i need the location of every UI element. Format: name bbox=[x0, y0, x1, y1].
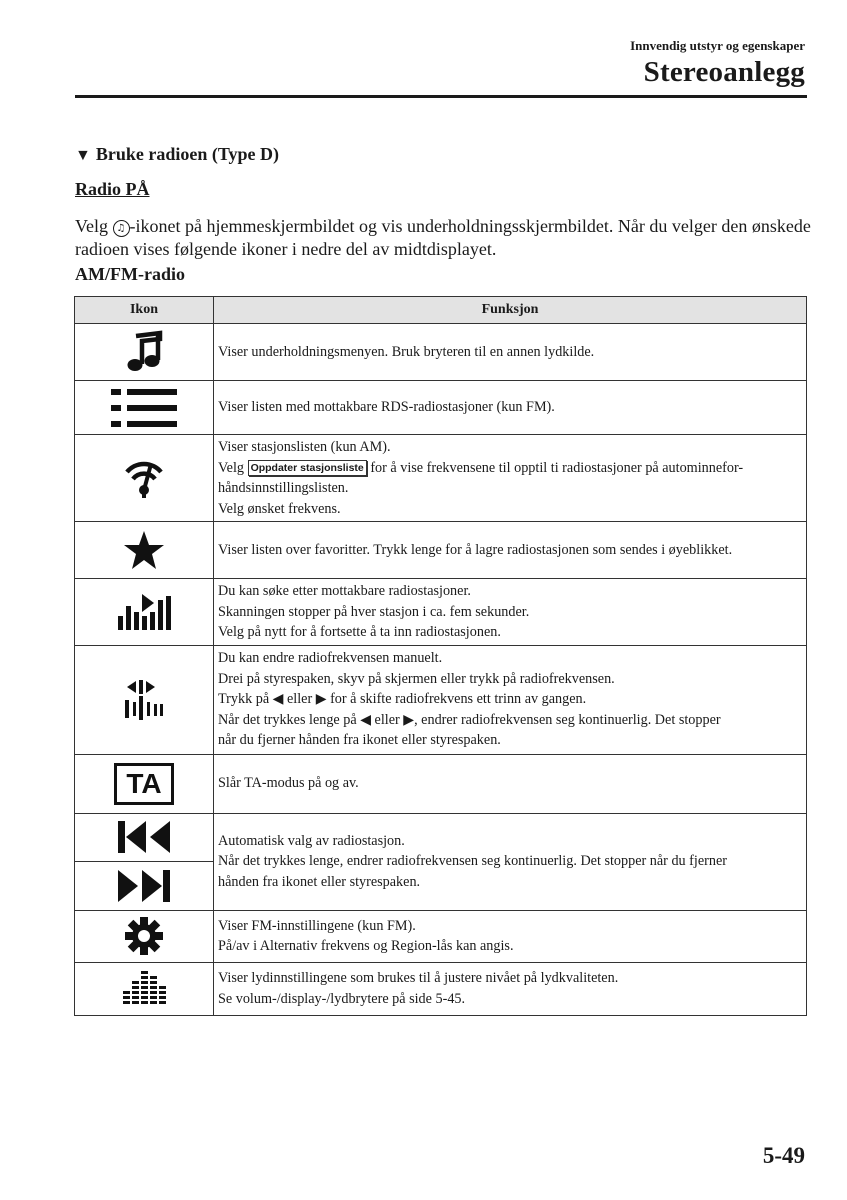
row-text: Viser lydinnstillingene som brukes til å justere nivået på lydkvaliteten. bbox=[218, 970, 619, 986]
page-title: Stereoanlegg bbox=[643, 56, 805, 88]
chapter-title: Innvendig utstyr og egenskaper bbox=[630, 38, 805, 53]
intro-text-b: -ikonet på hjemmeskjermbildet og vis underholdningsskjermbildet. Når du velger den ønskede radioen vises følgende ikoner i nedre del av midtdisplayet. bbox=[75, 216, 811, 259]
row-text: Viser FM-innstillingene (kun FM). bbox=[218, 917, 416, 934]
row-text: Du kan søke etter mottakbare radiostasjoner. bbox=[218, 583, 471, 599]
row-text: Se volum-/display-/lydbrytere på side 5-45. bbox=[218, 990, 466, 1007]
row-text: Skanningen stopper på hver stasjon i ca. fem sekunder. bbox=[218, 603, 530, 620]
table-row bbox=[75, 754, 807, 813]
row-text-part: for å vise frekvensene til opptil ti radiostasjoner på autominnefor- bbox=[366, 459, 744, 476]
right-arrow-icon: ▶ bbox=[315, 691, 327, 708]
table-row bbox=[75, 381, 807, 435]
row-text: hånden fra ikonet eller styrespaken. bbox=[218, 873, 421, 890]
gear-icon bbox=[75, 910, 214, 962]
row-text: Slår TA-modus på og av. bbox=[218, 775, 359, 792]
function-table bbox=[74, 296, 807, 1016]
header-rule bbox=[75, 95, 807, 98]
table-row bbox=[75, 962, 807, 1015]
subheading-am-fm: AM/FM-radio bbox=[75, 264, 185, 284]
row-text: når du fjerner hånden fra ikonet eller styrespaken. bbox=[218, 732, 501, 749]
table-row bbox=[75, 435, 807, 522]
star-icon bbox=[75, 522, 214, 579]
left-arrow-icon: ◀ bbox=[360, 711, 371, 728]
triangle-marker-icon: ▼ bbox=[75, 147, 91, 164]
station-list-icon bbox=[75, 435, 214, 522]
table-row bbox=[75, 910, 807, 962]
row-text: Drei på styrespaken, skyv på skjermen eller trykk på radiofrekvensen. bbox=[218, 670, 615, 687]
row-text-part: Når det trykkes lenge på bbox=[218, 711, 361, 728]
row-text: Viser stasjonslisten (kun AM). bbox=[218, 439, 391, 455]
table-row bbox=[75, 522, 807, 579]
column-header-icon: Ikon bbox=[75, 297, 214, 324]
table-row bbox=[75, 645, 807, 754]
seek-forward-icon bbox=[75, 861, 214, 910]
section-title-text: Bruke radioen (Type D) bbox=[95, 144, 280, 164]
left-arrow-icon: ◀ bbox=[272, 691, 284, 708]
row-text: Når det trykkes lenge, endrer radiofrekvensen seg kontinuerlig. Det stopper når du fjerner bbox=[218, 853, 727, 870]
intro-text-a: Velg bbox=[75, 216, 113, 236]
page-number: 5-49 bbox=[762, 1143, 805, 1168]
row-text-part: eller bbox=[371, 711, 404, 728]
row-text-part: Trykk på bbox=[218, 691, 273, 708]
row-text: Viser underholdningsmenyen. Bruk bryteren til en annen lydkilde. bbox=[218, 343, 595, 360]
music-circle-icon: ♫ bbox=[113, 220, 130, 237]
row-text bbox=[218, 689, 802, 710]
row-text bbox=[218, 710, 802, 731]
row-text bbox=[218, 458, 802, 479]
row-text: Velg på nytt for å fortsette å ta inn radiostasjonen. bbox=[218, 624, 501, 640]
scan-icon bbox=[75, 579, 214, 646]
table-row bbox=[75, 813, 807, 861]
ta-icon bbox=[75, 754, 214, 813]
row-text: håndsinnstillingslisten. bbox=[218, 480, 349, 496]
seek-back-icon bbox=[75, 813, 214, 861]
table-row bbox=[75, 579, 807, 646]
row-text-part: for å skifte radiofrekvens ett trinn av gangen. bbox=[326, 691, 587, 708]
row-text: Automatisk valg av radiostasjon. bbox=[218, 832, 405, 849]
row-text: Du kan endre radiofrekvensen manuelt. bbox=[218, 650, 443, 667]
ta-label: TA bbox=[114, 763, 174, 805]
right-arrow-icon: ▶ bbox=[403, 711, 415, 728]
list-icon bbox=[75, 381, 214, 435]
section-title bbox=[75, 144, 279, 165]
row-text: Viser listen med mottakbare RDS-radiostasjoner (kun FM). bbox=[218, 399, 555, 416]
column-header-function: Funksjon bbox=[214, 297, 807, 324]
row-text-part: Velg bbox=[218, 459, 248, 476]
row-text: På/av i Alternativ frekvens og Region-lås kan angis. bbox=[218, 938, 514, 954]
music-note-icon bbox=[75, 324, 214, 381]
subheading-radio-on: Radio PÅ bbox=[75, 179, 150, 199]
row-text: Velg ønsket frekvens. bbox=[218, 500, 341, 517]
manual-tune-icon bbox=[75, 645, 214, 754]
equalizer-icon bbox=[75, 962, 214, 1015]
row-text-part: , endrer radiofrekvensen seg kontinuerlig. Det stopper bbox=[414, 711, 721, 728]
intro-paragraph bbox=[75, 215, 815, 261]
row-text: Viser listen over favoritter. Trykk lenge for å lagre radiostasjonen som sendes i øyeblikket. bbox=[218, 541, 733, 558]
row-text-part: eller bbox=[283, 691, 316, 708]
table-header-row bbox=[75, 297, 807, 324]
table-row bbox=[75, 324, 807, 381]
update-station-list-button[interactable]: Oppdater stasjonsliste bbox=[248, 460, 367, 476]
